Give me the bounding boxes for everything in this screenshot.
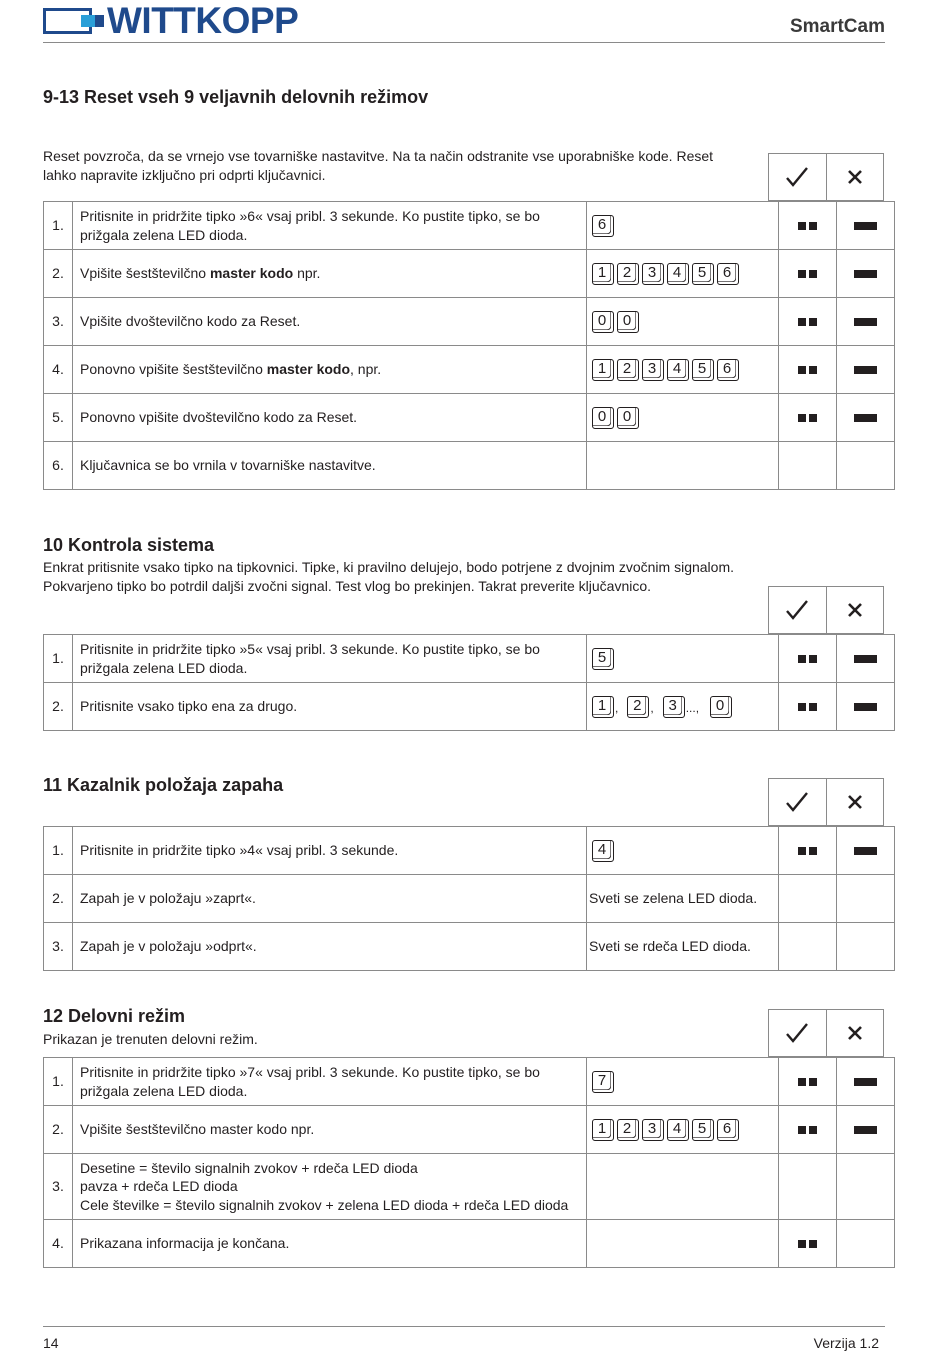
section-intro-reset: Reset povzroča, da se vrnejo vse tovarniške nastavitve. Na ta način odstranite vse uporabniške kode. Reset lahko napravite izključno pri odprti ključavnici. [43, 148, 714, 183]
table-row: 2. Pritisnite vsako tipko ena za drugo. 1 , 2 , 3 ..., 0 [44, 683, 895, 731]
wittkopp-logo-mark [43, 6, 105, 36]
check-icon [785, 599, 809, 621]
key-0: 0 [710, 696, 732, 718]
check-icon [785, 166, 809, 188]
table-row: 3. Desetine = število signalnih zvokov + rdeča LED dioda pavza + rdeča LED dioda Cele številke = število signalnih zvokov + zelena LED dioda + rdeča LED dioda [44, 1154, 895, 1220]
key-2: 2 [617, 359, 639, 381]
steps-table-system-check [43, 634, 895, 731]
key-3: 3 [642, 263, 664, 285]
section-title-reset: 9-13 Reset vseh 9 veljavnih delovnih režimov [43, 87, 429, 107]
key-5: 5 [592, 648, 614, 670]
double-beep-icon [798, 1078, 817, 1086]
key-0: 0 [592, 407, 614, 429]
long-beep-icon [854, 847, 877, 855]
brand-name: WITTKOPP [107, 0, 299, 41]
long-beep-icon [854, 222, 877, 230]
key-0: 0 [617, 311, 639, 333]
key-7: 7 [592, 1071, 614, 1093]
page-number: 14 [43, 1335, 59, 1351]
key-5: 5 [692, 1119, 714, 1141]
key-4: 4 [667, 359, 689, 381]
section-title-operating-mode: 12 Delovni režim [43, 1006, 186, 1026]
product-name: SmartCam [789, 16, 885, 37]
double-beep-icon [798, 1240, 817, 1248]
long-beep-icon [854, 703, 877, 711]
result-header-bolt-indicator [768, 778, 884, 826]
double-beep-icon [798, 222, 817, 230]
result-header-operating-mode [768, 1009, 884, 1057]
key-1: 1 [592, 263, 614, 285]
table-row: 2. Zapah je v položaju »zaprt«. Sveti se zelena LED dioda. [44, 875, 895, 923]
table-row: 5. Ponovno vpišite dvoštevilčno kodo za Reset. 0 0 [44, 394, 895, 442]
key-6: 6 [592, 215, 614, 237]
double-beep-icon [798, 414, 817, 422]
key-0: 0 [592, 311, 614, 333]
long-beep-icon [854, 655, 877, 663]
key-3: 3 [642, 359, 664, 381]
key-4: 4 [667, 1119, 689, 1141]
key-5: 5 [692, 263, 714, 285]
key-2: 2 [617, 263, 639, 285]
long-beep-icon [854, 1078, 877, 1086]
table-row: 6. Ključavnica se bo vrnila v tovarniške nastavitve. [44, 442, 895, 490]
check-icon [785, 1022, 809, 1044]
table-row: 1. Pritisnite in pridržite tipko »6« vsaj pribl. 3 sekunde. Ko pustite tipko, se bo prižgala zelena LED dioda. 6 [44, 202, 895, 250]
cross-icon [846, 793, 864, 811]
double-beep-icon [798, 366, 817, 374]
key-4: 4 [667, 263, 689, 285]
steps-table-bolt-indicator [43, 826, 895, 971]
page-header [43, 0, 885, 43]
key-3: 3 [663, 696, 685, 718]
long-beep-icon [854, 414, 877, 422]
double-beep-icon [798, 270, 817, 278]
table-row: 3. Zapah je v položaju »odprt«. Sveti se rdeča LED dioda. [44, 923, 895, 971]
key-1: 1 [592, 1119, 614, 1141]
double-beep-icon [798, 655, 817, 663]
key-2: 2 [627, 696, 649, 718]
double-beep-icon [798, 847, 817, 855]
key-2: 2 [617, 1119, 639, 1141]
section-intro-operating-mode: Prikazan je trenuten delovni režim. [43, 1031, 258, 1047]
steps-table-operating-mode [43, 1057, 895, 1268]
key-1: 1 [592, 359, 614, 381]
cross-icon [846, 1024, 864, 1042]
table-row: 1. Pritisnite in pridržite tipko »4« vsaj pribl. 3 sekunde. 4 [44, 827, 895, 875]
key-3: 3 [642, 1119, 664, 1141]
key-1: 1 [592, 696, 614, 718]
table-row: 1. Pritisnite in pridržite tipko »5« vsaj pribl. 3 sekunde. Ko pustite tipko, se bo prižgala zelena LED dioda. 5 [44, 635, 895, 683]
result-header-system-check [768, 586, 884, 634]
key-6: 6 [717, 263, 739, 285]
key-5: 5 [692, 359, 714, 381]
key-4: 4 [592, 840, 614, 862]
cross-icon [846, 601, 864, 619]
section-title-bolt-indicator: 11 Kazalnik položaja zapaha [43, 775, 284, 795]
long-beep-icon [854, 1126, 877, 1134]
table-row: 3. Vpišite dvoštevilčno kodo za Reset. 0 0 [44, 298, 895, 346]
section-intro-system-check: Enkrat pritisnite vsako tipko na tipkovnici. Tipke, ki pravilno delujejo, bodo potrjene z dvojnim zvočnim signalom. Pokvarjeno tipko bo potrdil daljši zvočni signal. Test vlog bo prekinjen. Takrat preverite ključavnico. [43, 559, 735, 594]
long-beep-icon [854, 318, 877, 326]
key-0: 0 [617, 407, 639, 429]
section-title-system-check: 10 Kontrola sistema [43, 535, 215, 555]
long-beep-icon [854, 366, 877, 374]
version-label: Verzija 1.2 [813, 1335, 879, 1351]
table-row: 2. Vpišite šestštevilčno master kodo npr. 1 2 3 4 5 6 [44, 250, 895, 298]
key-6: 6 [717, 1119, 739, 1141]
table-row: 2. Vpišite šestštevilčno master kodo npr. 1 2 3 4 5 6 [44, 1106, 895, 1154]
page-footer [43, 1326, 885, 1357]
long-beep-icon [854, 270, 877, 278]
key-6: 6 [717, 359, 739, 381]
check-icon [785, 791, 809, 813]
brand-logo [43, 0, 299, 41]
table-row: 4. Ponovno vpišite šestštevilčno master kodo, npr. 1 2 3 4 5 6 [44, 346, 895, 394]
steps-table-reset [43, 201, 895, 490]
table-row: 4. Prikazana informacija je končana. [44, 1220, 895, 1268]
cross-icon [846, 168, 864, 186]
double-beep-icon [798, 1126, 817, 1134]
double-beep-icon [798, 703, 817, 711]
double-beep-icon [798, 318, 817, 326]
table-row: 1. Pritisnite in pridržite tipko »7« vsaj pribl. 3 sekunde. Ko pustite tipko, se bo prižgala zelena LED dioda. 7 [44, 1058, 895, 1106]
result-header-reset [768, 153, 884, 201]
